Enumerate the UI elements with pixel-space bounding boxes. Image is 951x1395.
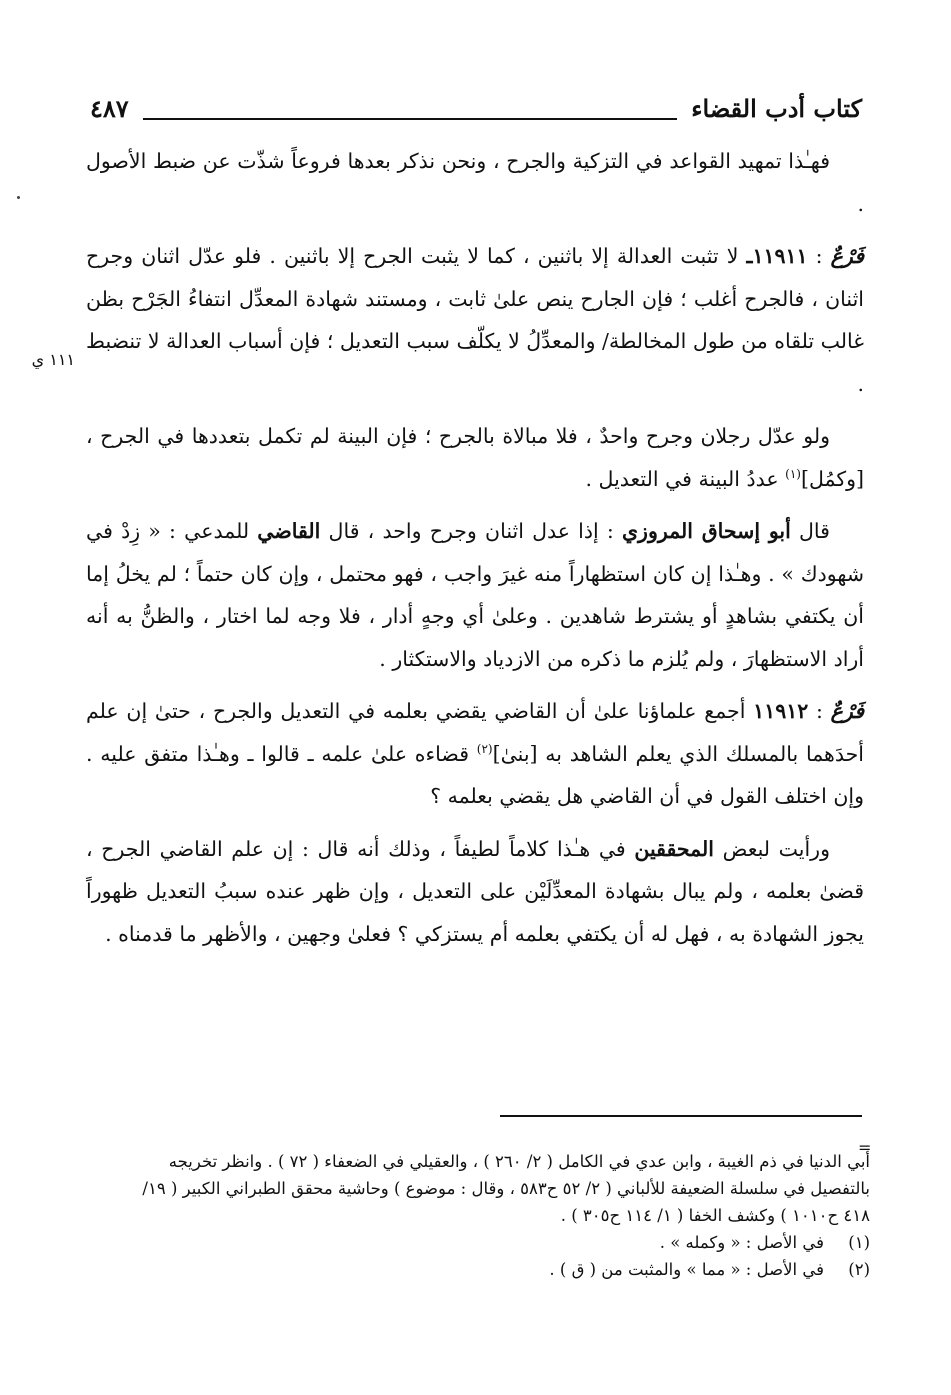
paragraph-text: ولو عدّل رجلان وجرح واحدٌ ، فلا مبالاة بالجرح ؛ فإن البينة لم تكمل بتعددها في الجرح ، [وكمُل] [86, 424, 864, 491]
paragraph-two-vs-one [86, 415, 864, 500]
issue-number: ١١٩١٢ [753, 699, 809, 723]
footnote-continuation-mark: = [858, 1138, 872, 1157]
footnotes [120, 1148, 870, 1283]
paragraph-issue-11911: فَرْعٌ : ١١٩١١ـ لا تثبت العدالة إلا باثنين ، كما لا يثبت الجرح إلا باثنين . فلو عدّل اثنان وجرح اثنان ، فالجرح أغلب ؛ فإن الجارح ينص علىٰ ثابت ، ومستند شهادة المعدِّل انتفاءُ الجَرْح بظن غالب تلقاه من طول المخالطة/ والمعدِّلُ لا يكلّف سبب التعديل ؛ فإن أسباب العدالة لا تنضبط . [86, 244, 864, 396]
paragraph-text: فهـٰذا تمهيد القواعد في التزكية والجرح ، ونحن نذكر بعدها فروعاً شذّت عن ضبط الأصول . [86, 149, 864, 216]
footnote-number: (٢) [848, 1260, 870, 1279]
paragraph-muhaqqiqin [86, 828, 864, 956]
footnote-ref-1[interactable]: (١) [785, 466, 801, 481]
issue-label: فَرْعٌ [830, 699, 864, 723]
main-text [86, 140, 864, 965]
paragraph-marwazi [86, 510, 864, 680]
running-header [90, 88, 862, 128]
footnote-text: في الأصل : « وكمله » . [659, 1233, 824, 1252]
issue-number: ١١٩١١ـ [746, 244, 808, 268]
header-rule [143, 118, 678, 120]
margin-folio-note: ١١١ ي [31, 350, 75, 369]
margin-dot [17, 196, 20, 199]
footnote-ref-2[interactable]: (٢) [476, 741, 493, 756]
paragraph-text: أجمع علماؤنا علىٰ أن القاضي يقضي بعلمه في التعديل والجرح ، حتىٰ إن علم أحدَهما بالمسلك الذي يعلم الشاهد به [بنىٰ] [86, 699, 864, 766]
book-title: كتاب أدب القضاء [691, 93, 862, 123]
scholar-name: أبو إسحاق المروزي [622, 519, 791, 543]
footnote-text: في الأصل : « مما » والمثبت من ( ق ) . [549, 1260, 824, 1279]
footnote-1 [120, 1229, 870, 1256]
paragraph-intro [86, 140, 864, 225]
footnote-2 [120, 1256, 870, 1283]
paragraph-text: : إذا عدل اثنان وجرح واحد ، قال [320, 519, 622, 543]
footnote-continuation: أبي الدنيا في ذم الغيبة ، وابن عدي في الكامل ( ٢/ ٢٦٠ ) ، والعقيلي في الضعفاء ( ٧٢ ) . وانظر تخريجه بالتفصيل في سلسلة الضعيفة للألباني ( ٢/ ٥٢ ح٥٨٣ ، وقال : موضوع ) وحاشية محقق الطبراني الكبير ( ١٩/ ٤١٨ ح١٠١٠ ) وكشف الخفا ( ١/ ١١٤ ح٣٠٥ ) . [142, 1152, 870, 1225]
paragraph-text: قضاءه علىٰ علمه ـ قالوا ـ وهـٰذا متفق عليه . وإن اختلف القول في أن القاضي هل يقضي بعلمه ؟ [86, 741, 864, 808]
paragraph-text: لا تثبت العدالة إلا باثنين ، كما لا يثبت الجرح إلا باثنين . فلو عدّل اثنان وجرح اثنان ، فالجرح أغلب ؛ فإن الجارح ينص علىٰ ثابت ، ومستند شهادة المعدِّل انتفاءُ الجَرْح بظن غالب تلقاه من طول المخالطة/ والمعدِّلُ لا يكلّف سبب التعديل ؛ فإن أسباب العدالة لا تنضبط . [86, 244, 864, 396]
footnote-separator [500, 1115, 862, 1117]
paragraph-text: ورأيت لبعض [713, 836, 830, 861]
scholar-name: القاضي [257, 519, 321, 543]
paragraph-text: للمدعي : « زِدْ في شهودك » . وهـٰذا إن كان استظهاراً منه غيرَ واجب ، فهو محتمل ، وإن كان حتماً ؛ لم يخلُ إما أن يكتفي بشاهدٍ أو يشترط شاهدين . وعلىٰ أي وجهٍ أدار ، فلا وجه لما اختار ، والظنُّ به أنه أراد الاستظهارَ ، ولم يُلزم ما ذكره من الازدياد والاستكثار . [86, 519, 864, 671]
paragraph-text: عددُ البينة في التعديل . [585, 466, 786, 491]
issue-label: فَرْعٌ [830, 244, 864, 268]
footnote-number: (١) [848, 1233, 870, 1252]
scholar-name: المحققين [634, 836, 714, 861]
paragraph-text: في هـٰذا كلاماً لطيفاً ، وذلك أنه قال : إن علم القاضي الجرح ، قضىٰ بعلمه ، ولم يبال بشهادة المعدِّلَيْن على التعديل ، وإن ظهر عنده سببُ التعديل ظهوراً يجوز الشهادة به ، فهل له أن يكتفي بعلمه أم يستزكي ؟ فعلىٰ وجهين ، والأظهر ما قدمناه . [86, 836, 864, 946]
paragraph-text: قال [790, 519, 830, 543]
page-number: ٤٨٧ [90, 93, 129, 123]
paragraph-issue-11912: فَرْعٌ : ١١٩١٢ أجمع علماؤنا علىٰ أن القاضي يقضي بعلمه في التعديل والجرح ، حتىٰ إن علم أحدَهما بالمسلك الذي يعلم الشاهد به [بنىٰ]$^{(٢)}$ قضاءه علىٰ علمه ـ قالوا ـ وهـٰذا متفق عليه . وإن اختلف القول في أن القاضي هل يقضي بعلمه ؟ [86, 699, 864, 808]
